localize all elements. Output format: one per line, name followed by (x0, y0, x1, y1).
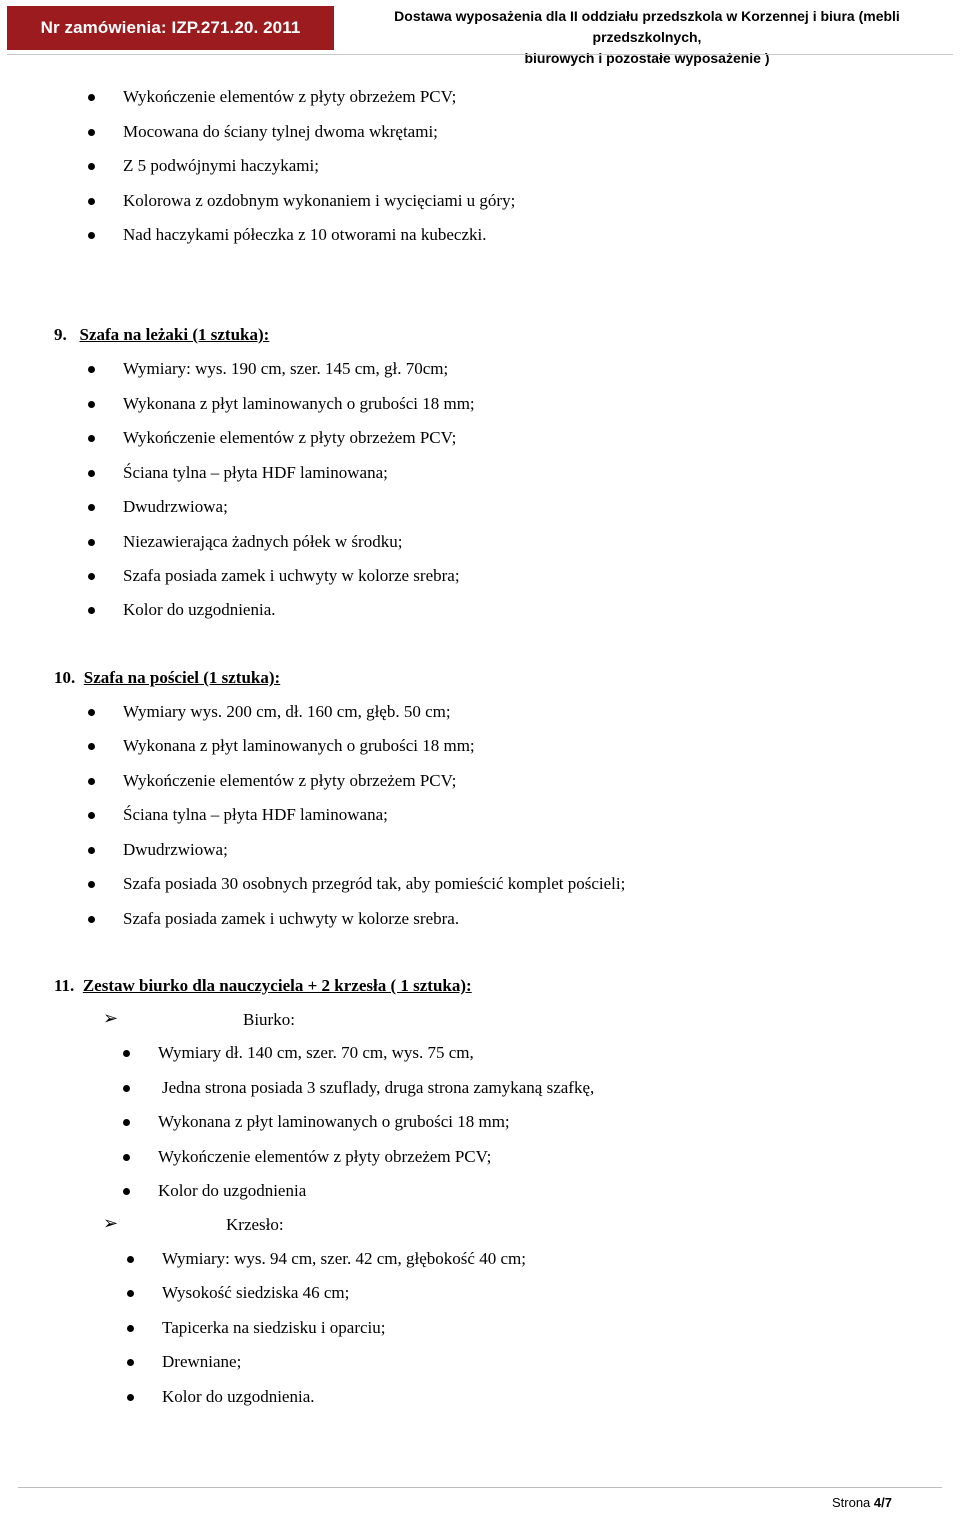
list-item: Nad haczykami półeczka z 10 otworami na kubeczki. (123, 225, 487, 244)
bullet-icon (123, 1154, 130, 1161)
list-item: Wymiary dł. 140 cm, szer. 70 cm, wys. 75 cm, (158, 1043, 474, 1062)
list-item: Kolor do uzgodnienia. (162, 1387, 315, 1406)
bullet-icon (88, 198, 95, 205)
arrow-bullet-icon: ➢ (103, 1213, 119, 1234)
list-item: Dwudrzwiowa; (123, 497, 228, 516)
list-item: Ściana tylna – płyta HDF laminowana; (123, 805, 388, 824)
bullet-icon (88, 607, 95, 614)
page-number: 4/7 (873, 1495, 892, 1510)
subsection-label: Krzesło: (226, 1215, 284, 1234)
bullet-icon (88, 539, 95, 546)
list-item: Szafa posiada zamek i uchwyty w kolorze srebra; (123, 566, 460, 585)
list-item: Wysokość siedziska 46 cm; (162, 1283, 350, 1302)
list-item: Kolorowa z ozdobnym wykonaniem i wycięciami u góry; (123, 191, 516, 210)
bullet-icon (88, 847, 95, 854)
section-number: 11. (54, 976, 75, 995)
section-title: Zestaw biurko dla nauczyciela + 2 krzesła ( 1 sztuka): (82, 976, 472, 995)
bullet-icon (88, 812, 95, 819)
order-number-banner (7, 6, 334, 50)
bullet-icon (88, 129, 95, 136)
list-item: Mocowana do ściany tylnej dwoma wkrętami; (123, 122, 438, 141)
bullet-icon (88, 366, 95, 373)
order-number: Nr zamówienia: IZP.271.20. 2011 (40, 18, 301, 37)
bullet-icon (123, 1085, 130, 1092)
document-title-line-1: Dostawa wyposażenia dla II oddziału przedszkola w Korzennej i biura (mebli przedszkolnych, (394, 8, 900, 45)
bullet-icon (88, 470, 95, 477)
document-title-line-2: biurowych i pozostałe wyposażenie ) (524, 50, 770, 66)
bullet-icon (127, 1256, 134, 1263)
list-item: Jedna strona posiada 3 szuflady, druga strona zamykaną szafkę, (162, 1078, 595, 1097)
list-item: Niezawierająca żadnych półek w środku; (123, 532, 403, 551)
bullet-icon (127, 1394, 134, 1401)
list-item: Kolor do uzgodnienia. (123, 600, 276, 619)
bullet-icon (123, 1050, 130, 1057)
section-title: Szafa na pościel (1 sztuka): (83, 668, 281, 687)
list-item: Wykończenie elementów z płyty obrzeżem PCV; (123, 87, 457, 106)
list-item: Ściana tylna – płyta HDF laminowana; (123, 463, 388, 482)
bullet-icon (88, 435, 95, 442)
bullet-icon (123, 1188, 130, 1195)
bullet-icon (88, 163, 95, 170)
list-item: Tapicerka na siedzisku i oparciu; (162, 1318, 386, 1337)
list-item: Wymiary: wys. 190 cm, szer. 145 cm, gł. 70cm; (123, 359, 449, 378)
list-item: Drewniane; (162, 1352, 242, 1371)
footer-divider (18, 1487, 942, 1488)
section-11-heading (54, 976, 472, 996)
list-item: Szafa posiada zamek i uchwyty w kolorze srebra. (123, 909, 460, 928)
list-item: Wykończenie elementów z płyty obrzeżem PCV; (123, 771, 457, 790)
list-item: Z 5 podwójnymi haczykami; (123, 156, 319, 175)
section-10-heading (54, 668, 280, 688)
bullet-icon (127, 1325, 134, 1332)
header-divider (7, 54, 953, 55)
section-number: 9. (54, 325, 67, 344)
list-item: Dwudrzwiowa; (123, 840, 228, 859)
list-item: Szafa posiada 30 osobnych przegród tak, aby pomieścić komplet pościeli; (123, 874, 626, 893)
list-item: Wykończenie elementów z płyty obrzeżem PCV; (123, 428, 457, 447)
bullet-icon (88, 232, 95, 239)
bullet-icon (88, 504, 95, 511)
bullet-icon (88, 709, 95, 716)
section-9-heading (54, 325, 269, 345)
bullet-icon (127, 1359, 134, 1366)
page-footer (832, 1495, 892, 1510)
list-item: Kolor do uzgodnienia (158, 1181, 307, 1200)
bullet-icon (88, 916, 95, 923)
section-title: Szafa na leżaki (1 sztuka): (79, 325, 270, 344)
page-label: Strona (831, 1495, 871, 1510)
list-item: Wykonana z płyt laminowanych o grubości 18 mm; (158, 1112, 510, 1131)
bullet-icon (88, 573, 95, 580)
subsection-label: Biurko: (243, 1010, 295, 1029)
section-number: 10. (54, 668, 76, 687)
bullet-icon (127, 1290, 134, 1297)
list-item: Wykonana z płyt laminowanych o grubości 18 mm; (123, 736, 475, 755)
bullet-icon (123, 1119, 130, 1126)
list-item: Wymiary wys. 200 cm, dł. 160 cm, głęb. 50 cm; (123, 702, 451, 721)
list-item: Wymiary: wys. 94 cm, szer. 42 cm, głębokość 40 cm; (162, 1249, 526, 1268)
bullet-icon (88, 94, 95, 101)
arrow-bullet-icon: ➢ (103, 1008, 119, 1029)
bullet-icon (88, 881, 95, 888)
list-item: Wykończenie elementów z płyty obrzeżem PCV; (158, 1147, 492, 1166)
bullet-icon (88, 778, 95, 785)
document-title (342, 6, 952, 69)
list-item: Wykonana z płyt laminowanych o grubości 18 mm; (123, 394, 475, 413)
bullet-icon (88, 743, 95, 750)
bullet-icon (88, 401, 95, 408)
